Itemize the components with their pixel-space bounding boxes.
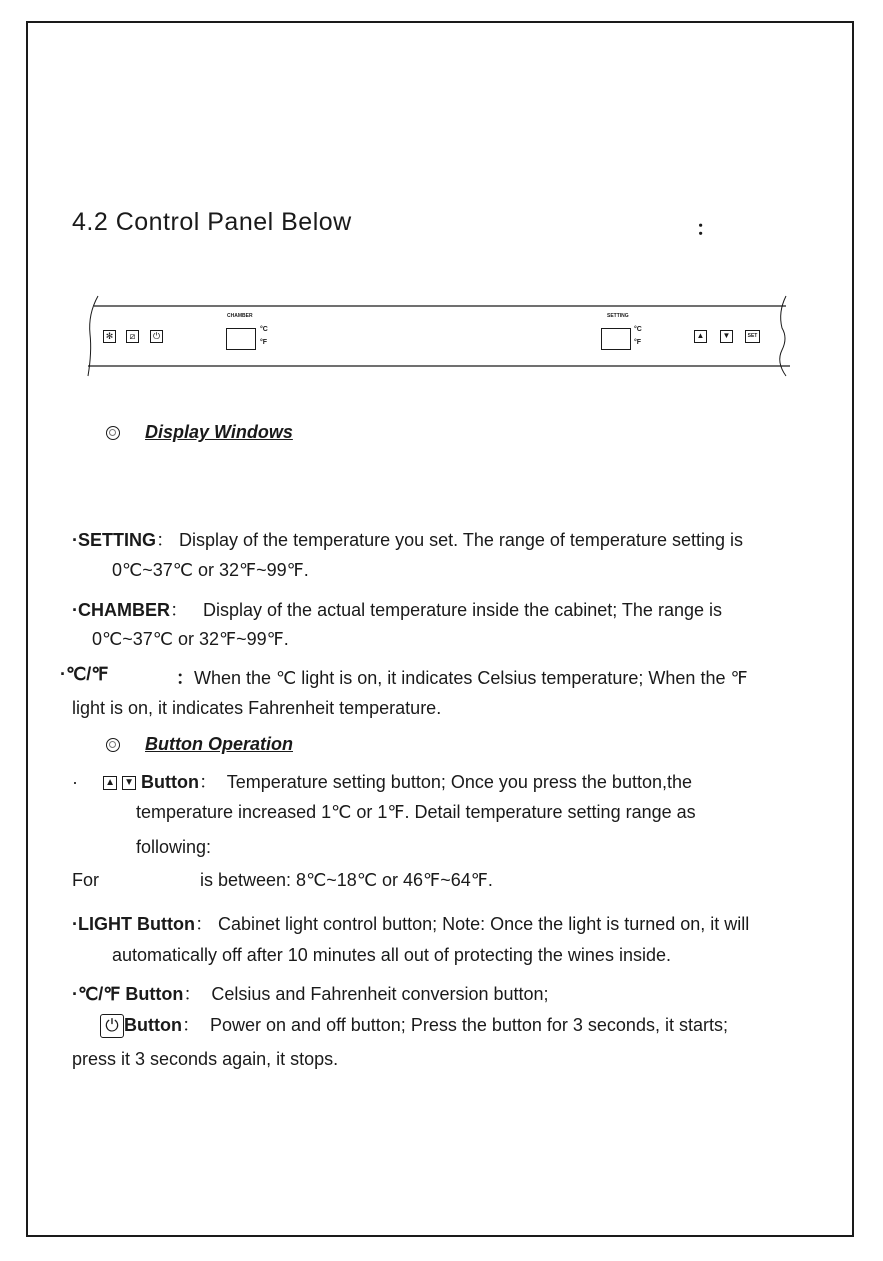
setting-celsius-mark: °C (634, 326, 642, 333)
for-label: For (72, 870, 99, 890)
chamber-line (72, 596, 722, 622)
updown-label: Button (141, 772, 200, 792)
light-text: Cabinet light control button; Note: Once the light is turned on, it will (217, 914, 750, 934)
light-line (72, 910, 749, 936)
setting-text: Display of the temperature you set. The range of temperature setting is (179, 530, 743, 550)
up-arrow-icon: ▲ (694, 330, 707, 343)
power-label: Button (124, 1015, 182, 1035)
units-text-2: light is on, it indicates Fahrenheit temperature. (72, 698, 442, 718)
chamber-celsius-mark: °C (260, 326, 268, 333)
unit-button-text: Celsius and Fahrenheit conversion button; (211, 984, 549, 1004)
units-line (176, 664, 748, 690)
for-range: is between: 8℃~18℃ or 46℉~64℉. (200, 870, 493, 890)
light-label: ·LIGHT Button (72, 914, 195, 934)
setting-line (72, 526, 743, 552)
chamber-fahrenheit-mark: °F (260, 339, 268, 346)
setting-panel-label: SETTING (607, 313, 629, 319)
updown-text: Temperature setting button; Once you press the button,the (226, 772, 693, 792)
down-arrow-icon: ▼ (720, 330, 733, 343)
units-label-text: ·℃/℉ (60, 664, 109, 684)
section-bullet-icon (106, 738, 120, 752)
chamber-display-window (226, 328, 256, 350)
units-label (60, 664, 108, 685)
power-sep: ： (181, 1015, 200, 1035)
setting-range: 0℃~37℃ or 32℉~99℉. (112, 560, 309, 580)
setting-sep: ： (156, 530, 174, 550)
chamber-panel-label: CHAMBER (227, 313, 253, 319)
updown-text-3: following: (136, 837, 212, 857)
set-button-icon: SET (745, 330, 760, 343)
updown-line (72, 768, 692, 794)
unit-button-sep: ： (183, 984, 202, 1004)
light-text-2: automatically off after 10 minutes all out of protecting the wines inside. (112, 945, 671, 965)
units-text: When the ℃ light is on, it indicates Celsius temperature; When the ℉ (194, 668, 748, 688)
section-bullet-icon (106, 426, 120, 440)
power-text: Power on and off button; Press the button for 3 seconds, it starts; (210, 1015, 728, 1035)
chamber-label: ·CHAMBER (72, 600, 170, 620)
unit-toggle-icon: ⧄ (126, 330, 139, 343)
power-icon: ⏻ (100, 1014, 124, 1038)
updown-text-2: temperature increased 1℃ or 1℉. Detail temperature setting range as (136, 802, 696, 822)
setting-display-window (601, 328, 631, 350)
panel-outline (80, 294, 795, 378)
setting-label: ·SETTING (72, 530, 156, 550)
title-colon: ： (696, 218, 716, 240)
units-sep: ： (176, 668, 194, 688)
control-panel-diagram (80, 294, 795, 378)
power-icon: ⏻ (150, 330, 163, 343)
unit-button-line (72, 980, 549, 1006)
updown-dot: · (72, 772, 78, 792)
power-line (100, 1011, 728, 1038)
setting-fahrenheit-mark: °F (634, 339, 642, 346)
button-operation-heading: Button Operation (145, 734, 293, 754)
light-sep: ： (194, 914, 213, 934)
chamber-sep: ： (170, 600, 188, 620)
unit-button-label: ·℃/℉ Button (72, 984, 184, 1004)
chamber-range: 0℃~37℃ or 32℉~99℉. (92, 629, 289, 649)
up-arrow-icon: ▲ (103, 776, 117, 790)
updown-sep: ： (199, 772, 218, 792)
light-icon: ✻ (103, 330, 116, 343)
chamber-text: Display of the actual temperature inside the cabinet; The range is (203, 600, 722, 620)
display-windows-heading: Display Windows (145, 422, 293, 442)
page-title: 4.2 Control Panel Below (72, 208, 352, 236)
power-text-2: press it 3 seconds again, it stops. (72, 1049, 339, 1069)
down-arrow-icon: ▼ (122, 776, 136, 790)
